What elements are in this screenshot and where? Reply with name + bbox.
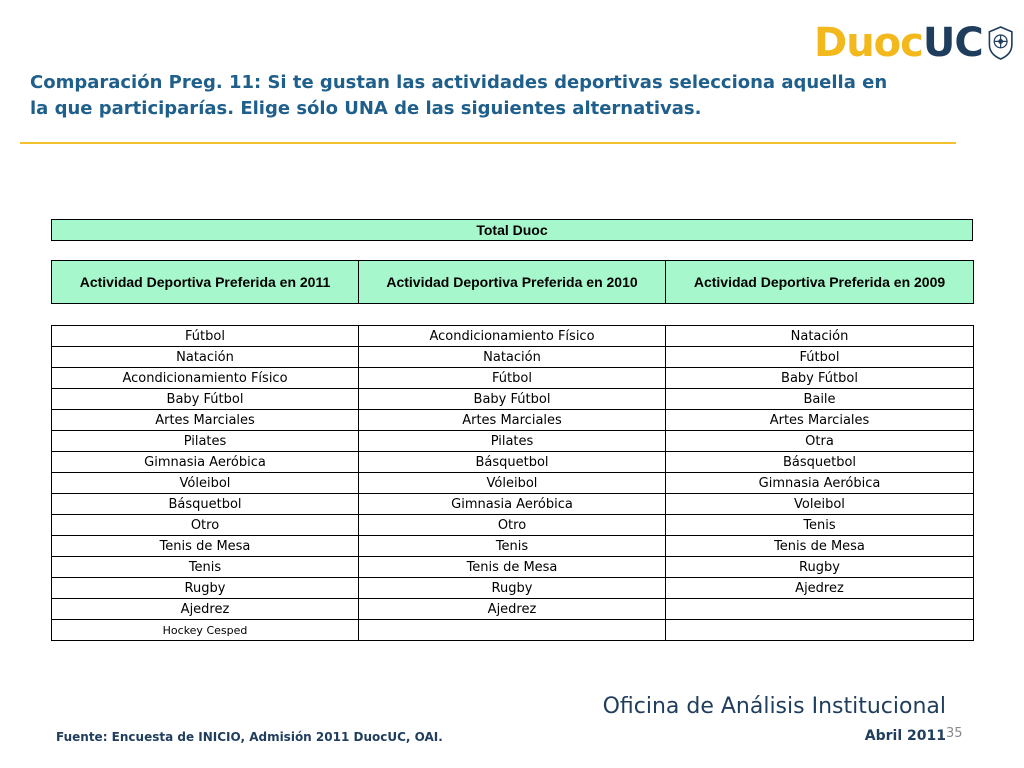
cell-2011: Pilates <box>52 431 359 452</box>
cell-2011: Fútbol <box>52 326 359 347</box>
table-row <box>52 347 974 368</box>
cell-2011: Ajedrez <box>52 599 359 620</box>
logo-wordmark-duoc: Duoc <box>814 20 923 66</box>
source-note: Fuente: Encuesta de INICIO, Admisión 2011 DuocUC, OAI. <box>56 730 443 744</box>
cell-2010: Gimnasia Aeróbica <box>359 494 666 515</box>
cell-2010: Acondicionamiento Físico <box>359 326 666 347</box>
cell-2009: Voleibol <box>666 494 974 515</box>
cell-2011: Vóleibol <box>52 473 359 494</box>
page-number: 35 <box>946 726 963 741</box>
table-row <box>52 620 974 641</box>
cell-2010: Artes Marciales <box>359 410 666 431</box>
cell-2009: Gimnasia Aeróbica <box>666 473 974 494</box>
table-row <box>52 557 974 578</box>
table-row <box>52 368 974 389</box>
cell-2011: Acondicionamiento Físico <box>52 368 359 389</box>
table-row <box>52 431 974 452</box>
cell-2011: Básquetbol <box>52 494 359 515</box>
cell-2009: Tenis de Mesa <box>666 536 974 557</box>
table-row <box>52 578 974 599</box>
cell-2009: Otra <box>666 431 974 452</box>
table-row <box>52 515 974 536</box>
sports-ranking-table <box>51 325 974 641</box>
cell-2009: Natación <box>666 326 974 347</box>
table-row <box>52 473 974 494</box>
cell-2009 <box>666 620 974 641</box>
office-name: Oficina de Análisis Institucional <box>602 694 946 719</box>
logo-wordmark-uc: UC <box>922 20 983 66</box>
cell-2011: Natación <box>52 347 359 368</box>
cell-2010: Baby Fútbol <box>359 389 666 410</box>
table-row <box>52 452 974 473</box>
cell-2010: Rugby <box>359 578 666 599</box>
cell-2010: Pilates <box>359 431 666 452</box>
total-duoc-cell: Total Duoc <box>52 220 973 241</box>
ranking-table-body <box>52 326 974 641</box>
cell-2010: Fútbol <box>359 368 666 389</box>
cell-2010: Ajedrez <box>359 599 666 620</box>
cell-2010: Otro <box>359 515 666 536</box>
cell-2010: Básquetbol <box>359 452 666 473</box>
cell-2010: Vóleibol <box>359 473 666 494</box>
cell-2010: Natación <box>359 347 666 368</box>
cell-2009: Baile <box>666 389 974 410</box>
cell-2011: Gimnasia Aeróbica <box>52 452 359 473</box>
cell-2009: Tenis <box>666 515 974 536</box>
table-row <box>52 599 974 620</box>
cell-2011: Rugby <box>52 578 359 599</box>
table-row <box>52 410 974 431</box>
cell-2009 <box>666 599 974 620</box>
cell-2010 <box>359 620 666 641</box>
table-row <box>52 389 974 410</box>
university-seal-icon <box>987 21 1014 65</box>
table-row <box>52 494 974 515</box>
table-row <box>52 326 974 347</box>
title-divider <box>20 142 956 144</box>
cell-2009: Fútbol <box>666 347 974 368</box>
header-2009: Actividad Deportiva Preferida en 2009 <box>666 261 974 304</box>
cell-2010: Tenis de Mesa <box>359 557 666 578</box>
cell-2009: Ajedrez <box>666 578 974 599</box>
cell-2011: Baby Fútbol <box>52 389 359 410</box>
header-2011: Actividad Deportiva Preferida en 2011 <box>52 261 359 304</box>
cell-2009: Rugby <box>666 557 974 578</box>
total-duoc-header <box>51 219 973 241</box>
duocuc-logo <box>814 18 1014 68</box>
table-row <box>52 536 974 557</box>
cell-2009: Baby Fútbol <box>666 368 974 389</box>
column-header-row <box>52 261 974 304</box>
cell-2011: Hockey Cesped <box>52 620 359 641</box>
cell-2011: Otro <box>52 515 359 536</box>
slide-title: Comparación Preg. 11: Si te gustan las actividades deportivas selecciona aquella en la que participarías. Elige sólo UNA de las siguientes alternativas. <box>30 72 888 119</box>
column-headers <box>51 260 974 304</box>
total-duoc-row <box>52 220 973 241</box>
report-date: Abril 2011 <box>864 728 946 744</box>
cell-2009: Básquetbol <box>666 452 974 473</box>
cell-2010: Tenis <box>359 536 666 557</box>
cell-2011: Artes Marciales <box>52 410 359 431</box>
cell-2009: Artes Marciales <box>666 410 974 431</box>
cell-2011: Tenis de Mesa <box>52 536 359 557</box>
logo-wordmark <box>814 18 983 68</box>
cell-2011: Tenis <box>52 557 359 578</box>
header-2010: Actividad Deportiva Preferida en 2010 <box>359 261 666 304</box>
